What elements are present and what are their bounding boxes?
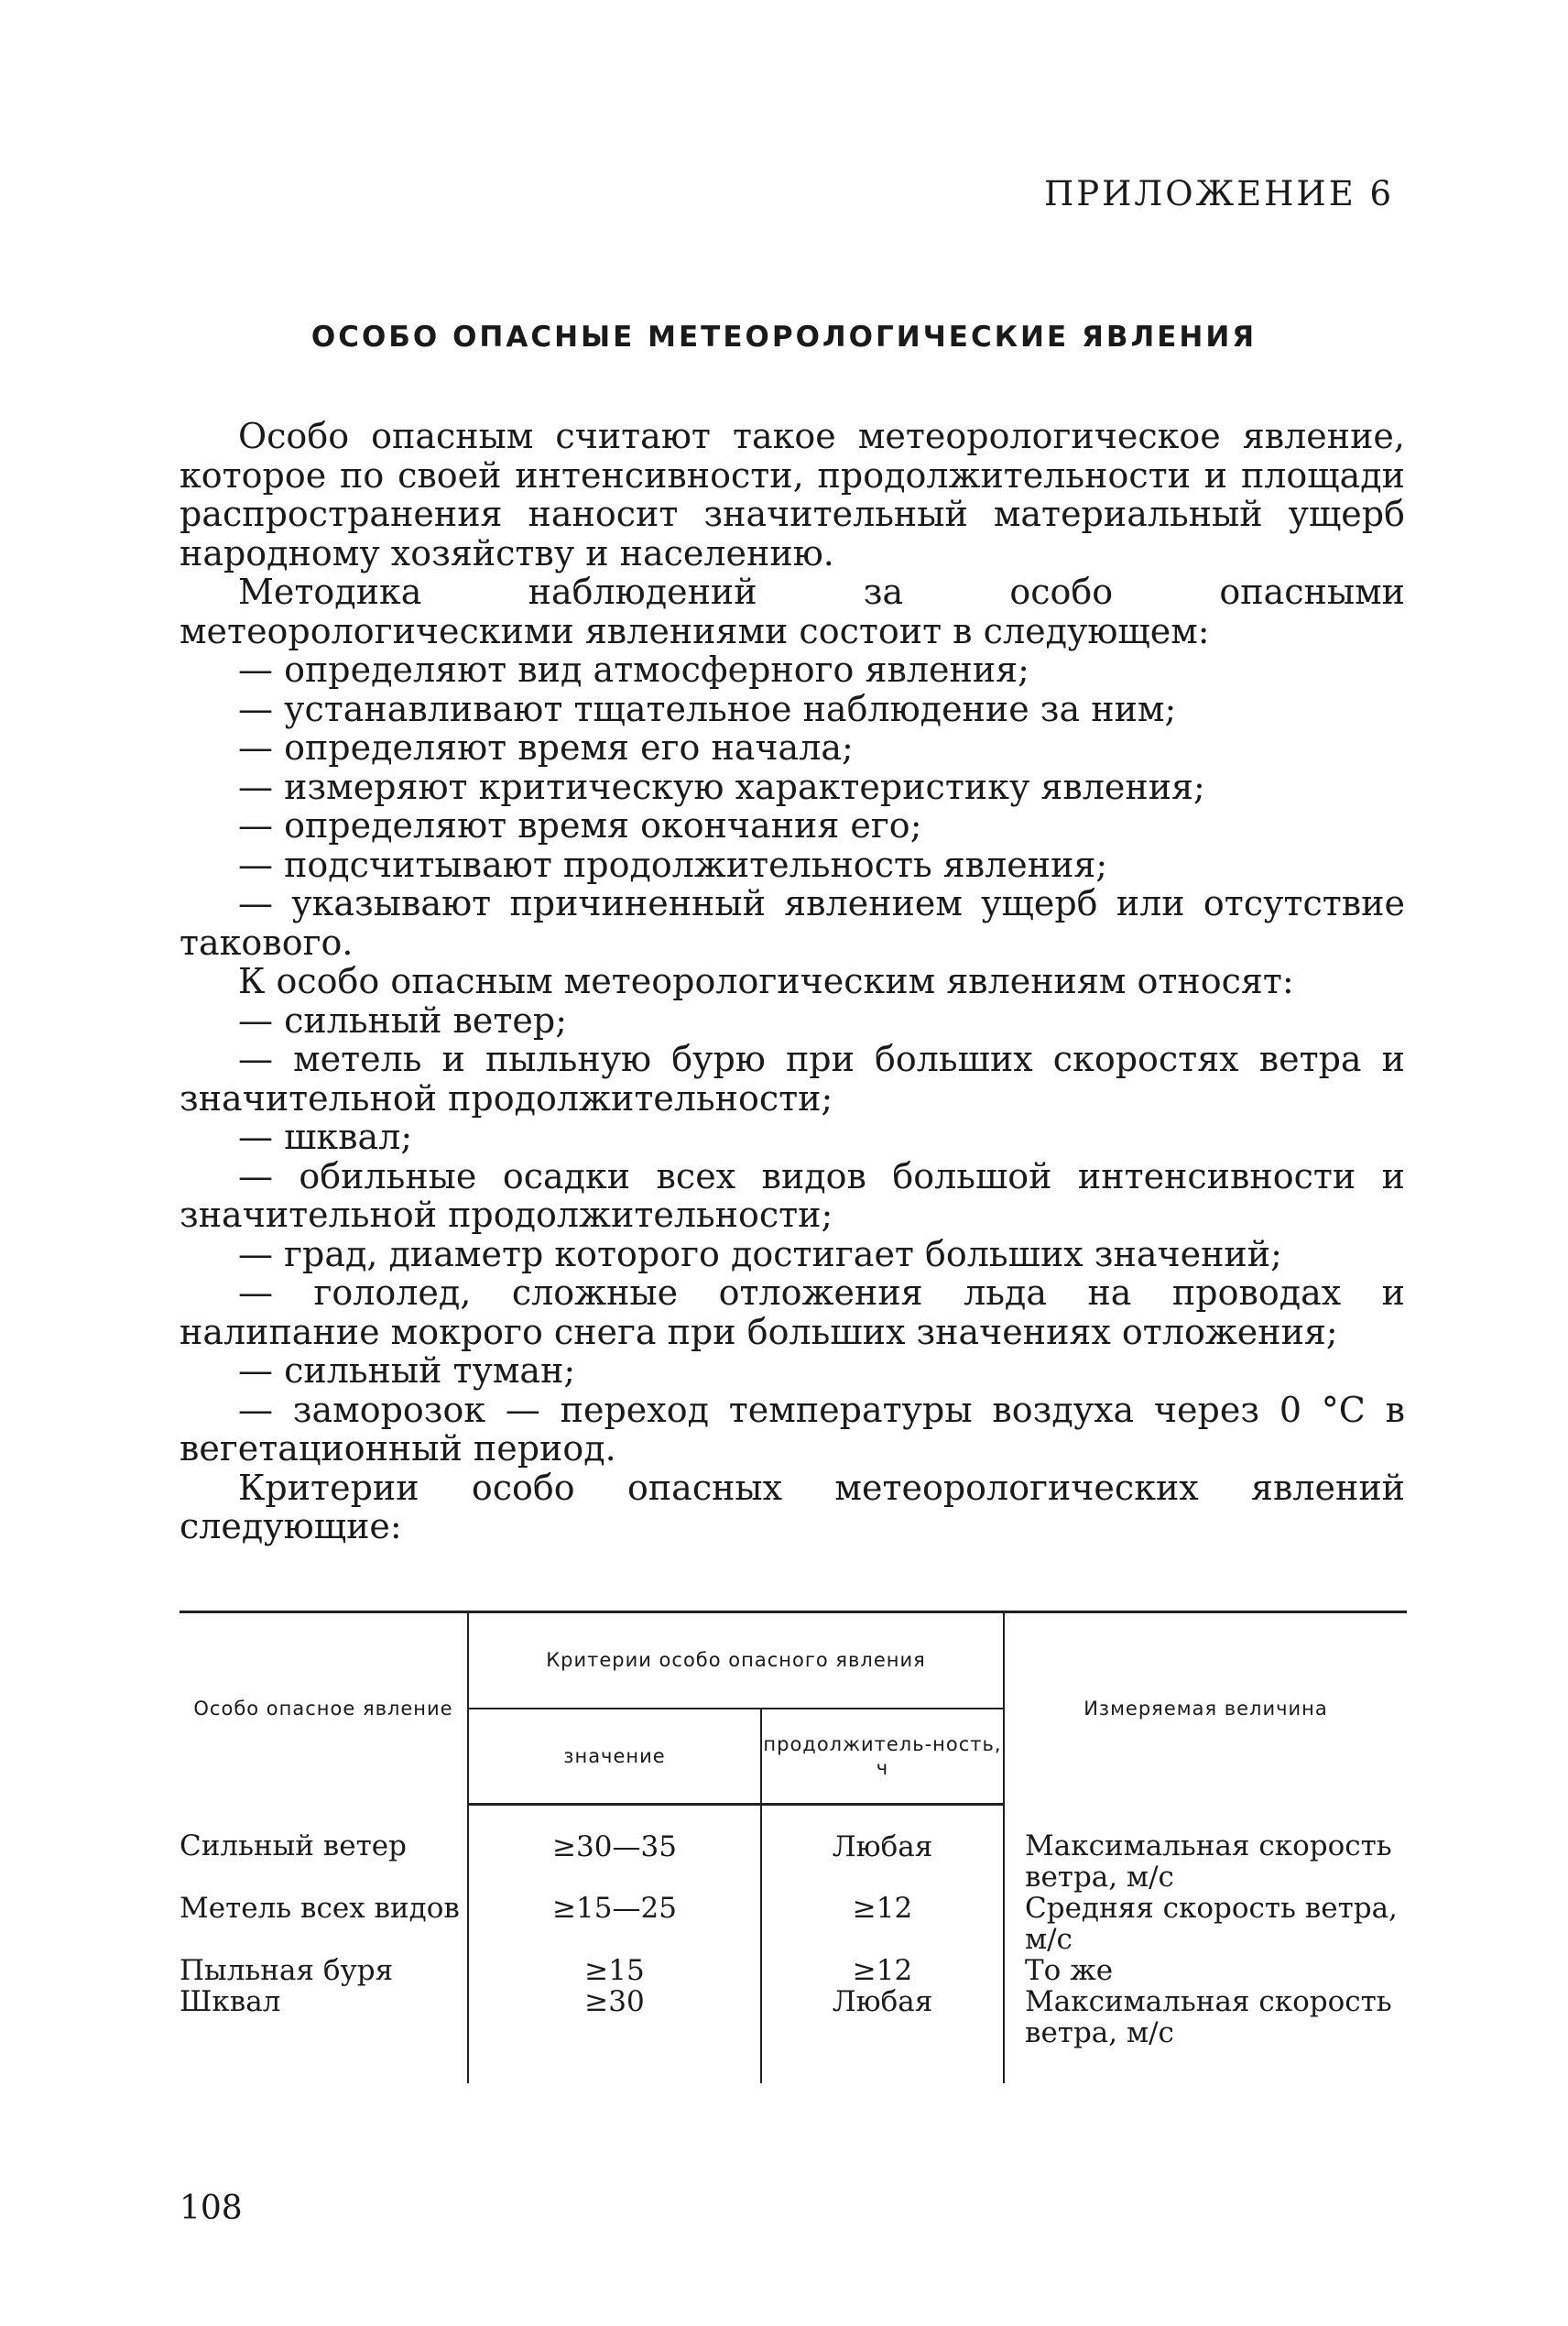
cell-phenomenon: Сильный ветер [180, 1829, 407, 1862]
cell-measured: Максимальная скорость ветра, м/с [1004, 1805, 1407, 1893]
phenomena-list-item: — гололед, сложные отложения льда на проводах и налипание мокрого снега при больших значениях отложения; [180, 1272, 1405, 1352]
cell-value: ≥30 [468, 1986, 761, 2083]
method-list-item: — указывают причиненный явлением ущерб или отсутствие такового. [180, 883, 1405, 963]
cell-value: ≥15—25 [468, 1893, 761, 1955]
cell-phenomenon: Пыльная буря [180, 1953, 394, 1987]
page-title: ОСОБО ОПАСНЫЕ МЕТЕОРОЛОГИЧЕСКИЕ ЯВЛЕНИЯ [310, 321, 1258, 354]
method-list-item: — подсчитывают продолжительность явления; [238, 844, 1108, 885]
cell-value: ≥30—35 [468, 1805, 761, 1893]
criteria-table [180, 1611, 1407, 2083]
intro-paragraph: Особо опасным считают такое метеорологическое явление, которое по своей интенсивности, продолжительности и площади распространения наносит значительный материальный ущерб народному хозяйству и населению. [180, 416, 1405, 573]
criteria-intro-paragraph: Критерии особо опасных метеорологических явлений следующие: [180, 1467, 1405, 1546]
table-row [180, 1805, 1407, 1893]
header-measured: Измеряемая величина [1004, 1612, 1407, 1805]
table-row [180, 1955, 1407, 1986]
cell-duration: Любая [761, 1805, 1004, 1893]
phenomena-list-item: — шквал; [238, 1117, 413, 1157]
cell-phenomenon: Шквал [180, 1984, 281, 2018]
header-value: значение [468, 1709, 761, 1805]
phenomena-list-item: — обильные осадки всех видов большой интенсивности и значительной продолжительности; [180, 1155, 1405, 1235]
method-list-item: — определяют вид атмосферного явления; [238, 650, 1029, 690]
page-number: 108 [180, 2189, 243, 2227]
method-intro-paragraph: Методика наблюдений за особо опасными метеорологическими явлениями состоит в следующем: [180, 572, 1405, 651]
method-list-item: — определяют время его начала; [238, 727, 854, 768]
method-list-item: — измеряют критическую характеристику явления; [238, 766, 1205, 807]
table-row [180, 1986, 1407, 2083]
phenomena-list-item: — сильный туман; [238, 1350, 576, 1391]
header-criteria: Критерии особо опасного явления [468, 1612, 1004, 1709]
phenomena-list-item: — сильный ветер; [238, 999, 568, 1041]
appendix-label: ПРИЛОЖЕНИЕ 6 [1043, 174, 1394, 213]
method-list-item: — определяют время окончания его; [238, 805, 922, 846]
header-duration: продолжитель-ность, ч [761, 1709, 1004, 1805]
cell-measured: Максимальная скорость ветра, м/с [1004, 1986, 1407, 2083]
body-text [180, 417, 1405, 1546]
method-list-item: — устанавливают тщательное наблюдение за ним; [238, 688, 1177, 729]
header-phenomenon: Особо опасное явление [180, 1612, 468, 1805]
cell-value: ≥15 [468, 1955, 761, 1986]
cell-measured: Средняя скорость ветра, м/с [1004, 1893, 1407, 1955]
table-row [180, 1893, 1407, 1955]
phenomena-list-item: — заморозок — переход температуры воздуха через 0 °С в вегетационный период. [180, 1389, 1405, 1469]
phenomena-list-item: — метель и пыльную бурю при больших скоростях ветра и значительной продолжительности; [180, 1039, 1405, 1119]
cell-duration: Любая [761, 1986, 1004, 2083]
cell-duration: ≥12 [761, 1955, 1004, 1986]
cell-measured: То же [1004, 1955, 1407, 1986]
cell-duration: ≥12 [761, 1893, 1004, 1955]
phenomena-list-item: — град, диаметр которого достигает больших значений; [238, 1233, 1282, 1274]
phenomena-intro-paragraph: К особо опасным метеорологическим явлениям относят: [238, 961, 1294, 1001]
cell-phenomenon: Метель всех видов [180, 1891, 460, 1925]
